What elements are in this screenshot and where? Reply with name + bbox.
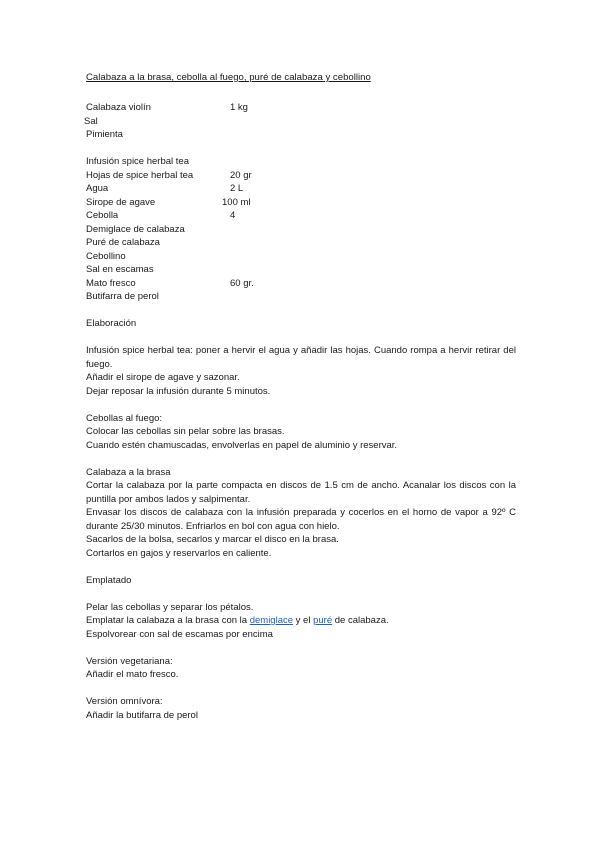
elaboracion-heading: Elaboración [86, 318, 137, 329]
cebollas-step: Colocar las cebollas sin pelar sobre las brasas. [86, 426, 285, 437]
emplatado-step: Pelar las cebollas y separar los pétalos. [86, 601, 254, 613]
demiglace-link[interactable]: demiglace [249, 615, 294, 626]
ingredient-name: Cebollino [86, 250, 126, 262]
ingredient-name: Sal en escamas [86, 264, 154, 275]
ingredient-name: Hojas de spice herbal tea [86, 169, 194, 181]
infusion-step: Infusión spice herbal tea: poner a hervir el agua y añadir las hojas. Cuando rompa a hervir retirar del fuego. [86, 345, 516, 370]
ingredient-name: Cebolla [86, 210, 119, 221]
cebollas-step: Cuando estén chamuscadas, envolverlas en papel de aluminio y reservar. [86, 439, 398, 451]
ingredient-name: Pimienta [86, 129, 123, 140]
ingredient-qty: 100 ml [222, 196, 251, 208]
emplatado-heading: Emplatado [86, 574, 132, 586]
ingredient-row [86, 277, 516, 291]
veg-step: Añadir el mato fresco. [86, 669, 179, 680]
ingredient-qty: 4 [230, 210, 236, 221]
infusion-heading: Infusión spice herbal tea [86, 156, 189, 167]
ingredient-row [86, 128, 516, 142]
ingredient-name: Agua [86, 183, 109, 194]
ingredient-qty: 60 gr. [230, 277, 254, 289]
ingredient-qty: 1 kg [230, 102, 248, 113]
ingredient-row [86, 169, 516, 183]
emplatado-text: de calabaza. [332, 615, 389, 626]
emplatado-text: y el [293, 615, 314, 626]
calabaza-step: Envasar los discos de calabaza con la infusión preparada y cocerlos en el horno de vapor a 92º C durante 25/30 minutos. Enfriarlos en bol con agua con hielo. [86, 507, 516, 532]
ingredient-row [86, 250, 516, 264]
ingredient-name: Puré de calabaza [86, 237, 160, 248]
ingredient-name: Sal [84, 115, 98, 127]
calabaza-step: Cortarlos en gajos y reservarlos en caliente. [86, 547, 272, 559]
pure-link[interactable]: puré [313, 615, 333, 626]
calabaza-step: Sacarlos de la bolsa, secarlos y marcar el disco en la brasa. [86, 534, 339, 545]
calabaza-heading: Calabaza a la brasa [86, 466, 171, 478]
ingredient-qty: 20 gr [230, 169, 252, 181]
ingredient-row [86, 236, 516, 250]
ingredient-row [86, 263, 516, 277]
ingredients-infusion [86, 169, 516, 304]
ingredient-name: Butifarra de perol [86, 291, 159, 302]
ingredient-row [86, 196, 516, 210]
omni-heading: Versión omnívora: [86, 696, 163, 707]
emplatado-text: Emplatar la calabaza a la brasa con la [86, 615, 250, 626]
emplatado-step [86, 614, 516, 628]
infusion-step: Añadir el sirope de agave y sazonar. [86, 372, 240, 383]
recipe-title: Calabaza a la brasa, cebolla al fuego, puré de calabaza y cebollino [86, 72, 371, 83]
ingredient-name: Calabaza violín [86, 102, 151, 113]
ingredient-row [86, 182, 516, 196]
ingredient-row [86, 101, 516, 115]
ingredients-main [86, 101, 516, 142]
ingredient-row [86, 223, 516, 237]
emplatado-step: Espolvorear con sal de escamas por encima [86, 628, 273, 640]
ingredient-row [86, 209, 516, 223]
ingredient-name: Sirope de agave [86, 196, 156, 208]
ingredient-row [86, 290, 516, 304]
recipe-document [86, 72, 516, 722]
calabaza-step: Cortar la calabaza por la parte compacta en discos de 1.5 cm de ancho. Acanalar los discos con la puntilla por ambos lados y salpimentar. [86, 480, 516, 505]
omni-step: Añadir la butifarra de perol [86, 709, 198, 721]
ingredient-qty: 2 L [230, 183, 244, 194]
ingredient-name: Demiglace de calabaza [86, 223, 185, 235]
ingredient-row [86, 115, 516, 129]
ingredient-name: Mato fresco [86, 277, 136, 289]
infusion-step: Dejar reposar la infusión durante 5 minutos. [86, 385, 271, 397]
cebollas-heading: Cebollas al fuego: [86, 412, 163, 424]
veg-heading: Versión vegetariana: [86, 655, 173, 667]
